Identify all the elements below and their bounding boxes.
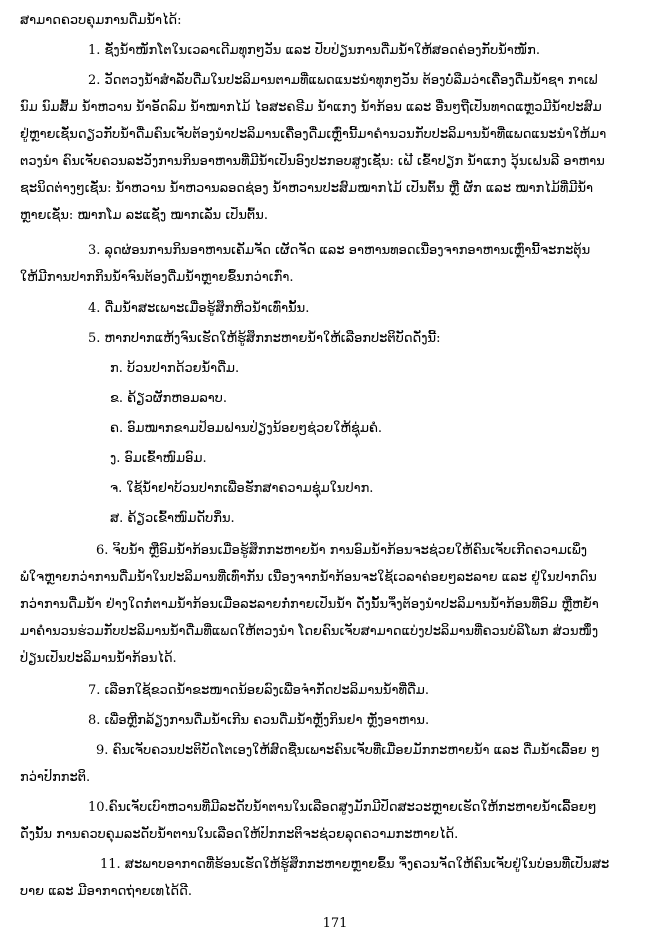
text-line: ຕວງນຳ ຄົນເຈັບຄວນລະວັງການກິນອາຫານທີ່ມີນ້ຳເປັນອົງປະກອບສູງເຊັ່ນ: ເຝີ ເຂົ້າປຽກ ນ້ຳແກງ ວຸ້ນເຝນລີ ອາຫານ (20, 154, 605, 169)
list-item-8: 8. ເພື່ອຫຼີກລ້ຽງການດື່ມນ້ຳເກີນ ຄວນດື່ມນ້ຳຫຼັງກິນຢາ ຫຼັງອາຫານ. (88, 713, 430, 728)
text-line: ດັ່ງນັ້ນ ການຄວບຄຸມລະດັບນ້ຳຕານໃນເລືອດໃຫ້ປົກກະຕິຈະຊ່ວຍລຸດຄວາມກະຫາຍໄດ້. (20, 827, 459, 842)
text-line: ຊະນິດຕ່າງໆເຊັ່ນ: ນ້ຳຫວານ ນ້ຳຫວານລອດຊ່ອງ ນ້ຳຫວານປະສົມໝາກໄມ້ ເປັນຕົ້ນ ຫຼື ຜັກ ແລະ ໝາກໄມ້ທີ່ມີນ້ຳ (20, 181, 594, 196)
list-item-3: 3. ລຸດຜ່ອນການກິນອາຫານເຄັມຈັດ ເຜັດຈັດ ແລະ ອາຫານທອດເນື່ອງຈາກອາຫານເຫຼົ່ານີ້ຈະກະຕຸ້ນ (88, 243, 591, 258)
list-item-1: 1. ຊັ່ງນ້ຳໜັກໂຕໃນເວລາເດີມທຸກໆວັນ ແລະ ປັບປ່ຽນການດື່ມນ້ຳໃຫ້ສອດຄ່ອງກັບນ້ຳໜັກ. (88, 43, 540, 58)
text-line: ຢູ່ຫຼາຍເຊັ່ນດຽວກັບນ້ຳດື່ມຄົນເຈັບຕ້ອງນຳປະລິມານເຄື່ອງດື່ມເຫຼົ່ານີ້ມາຄຳນວນກັບປະລິມານນ້ຳທີ່ແພດແນະນຳໃຫ້ມາ (20, 127, 607, 142)
text-line: ສາມາດຄວບຄຸມການດື່ມນ້ຳໄດ້: (20, 13, 182, 28)
list-item-7: 7. ເລືອກໃຊ້ຂວດນ້ຳຂະໜາດນ້ອຍລົງເພື່ອຈຳກັດປະລິມານນ້ຳທີ່ດື່ມ. (88, 683, 429, 698)
sub-item-kha: ຂ. ຄ້ຽວຜັກຫອມລາບ. (110, 391, 228, 406)
text-line: ປ່ຽນເປັນປະລິມານນ້ຳກ້ອນໄດ້. (20, 651, 177, 666)
text-line: ພໍໃຈຫຼາຍກວ່າການດື່ມນ້ຳໃນປະລິມານທີ່ເທົ່າກັນ ເນື່ອງຈາກນ້ຳກ້ອນຈະໃຊ້ເວລາຄ່ອຍໆລະລາຍ ແລະ ຢູ່ໃນປາກດົນ (20, 570, 597, 585)
text-line: ກວ່າປົກກະຕິ. (20, 770, 91, 785)
list-item-6: 6. ຈິບນ້ຳ ຫຼືອົມນ້ຳກ້ອນເມື່ອຮູ້ສຶກກະຫາຍນ້ຳ ການອົມນ້ຳກ້ອນຈະຊ່ວຍໃຫ້ຄົນເຈັບເກີດຄວາມເພິ່ງ (96, 543, 588, 558)
list-item-11: 11. ສະພາບອາກາດທີ່ຮ້ອນເຮັດໃຫ້ຮູ້ສຶກກະຫາຍຫຼາຍຂຶ້ນ ຈຶ່ງຄວນຈັດໃຫ້ຄົນເຈັບຢູ່ໃນບ່ອນທີ່ເປັນສະ (100, 857, 610, 872)
text-line: ໃຫ້ມີການປາກກິນນ້ຳຈົນຕ້ອງດື່ມນ້ຳຫຼາຍຂຶ້ນກວ່າເກົ່າ. (20, 270, 294, 285)
list-item-4: 4. ດື່ມນ້ຳສະເພາະເມື່ອຮູ້ສຶກຫິວນ້ຳເທົ່ານັ້ນ. (88, 301, 310, 316)
page-number: 171 (322, 916, 348, 931)
list-item-2: 2. ວັດຕວງນ້ຳສຳລັບດື່ມໃນປະລິມານຕາມທີ່ແພດແນະນຳທຸກໆວັນ ຕ້ອງບໍ່ລືມວ່າເຄື່ອງດື່ມນ້ຳຊາ ກາເຟ (88, 73, 598, 88)
text-line: ມາຄຳນວນຮ່ວມກັບປະລິມານນ້ຳດື່ມທີ່ແພດໃຫ້ຕວງນຳ ໂດຍຄົນເຈັບສາມາດແບ່ງປະລິມານທີ່ຄວນບໍລິໂພກ ສ່ວນໜຶ່ງ (20, 624, 599, 639)
text-line: ຫຼາຍເຊັ່ນ: ໝາກໂມ ລະແຊັ່ງ ໝາກເລັ່ນ ເປັນຕົ້ນ. (20, 208, 268, 223)
sub-item-kho: ຄ. ອົມໝາກຂາມປ້ອມຝານປ່ຽງນ້ອຍໆຊ່ວຍໃຫ້ຊຸ່ມຄໍ. (110, 421, 383, 436)
text-line: ບາຍ ແລະ ມີອາກາດຖ່າຍເທໄດ້ດີ. (20, 884, 192, 899)
sub-item-ka: ກ. ບ້ວນປາກດ້ວຍນ້ຳດື່ມ. (110, 361, 240, 376)
list-item-5: 5. ຫາກປາກແຫ້ງຈົນເຮັດໃຫ້ຮູ້ສຶກກະຫາຍນ້ຳໃຫ້ເລືອກປະຕິບັດດັ່ງນີ້: (88, 331, 441, 346)
text-line: ນົມ ນົມສົ້ມ ນ້ຳຫວານ ນ້ຳອັດລົມ ນ້ຳໝາກໄມ້ ໄອສະຄຣີມ ນ້ຳແກງ ນ້ຳກ້ອນ ແລະ ອື່ນໆຖືເປັນທາດແຫຼວມີນ້ຳປະສົມ (20, 100, 602, 115)
text-line: ກວ່າການດື່ມນ້ຳ ຢ່າງໃດກໍ່ຕາມນ້ຳກ້ອນເມື່ອລະລາຍກໍ່ກາຍເປັນນ້ຳ ດັ່ງນັ້ນຈຶ່ງຕ້ອງນຳປະລິມານນ້ຳກ້ອນທີ່ອົມ ຫຼືຫຍໍ້າ (20, 597, 599, 612)
list-item-10: 10.ຄົນເຈັບເບົາຫວານທີ່ມີລະດັບນ້ຳຕານໃນເລືອດສູງມັກມີປັດສະວະຫຼາຍເຮັດໃຫ້ກະຫາຍນ້ຳເລື້ອຍໆ (88, 800, 597, 815)
sub-item-ngo: ງ. ອົມເຂົ້າໜົມອົມ. (110, 451, 207, 466)
sub-item-jo: ຈ. ໃຊ້ນ້ຳຢາບ້ວນປາກເພື່ອຮັກສາຄວາມຊຸ່ມໃນປາກ. (110, 481, 374, 496)
sub-item-so: ສ. ຄ້ຽວເຂົ້າໜົມດັບກິ່ນ. (110, 511, 235, 526)
list-item-9: 9. ຄົນເຈັບຄວນປະຕິບັດໂຕເອງໃຫ້ສົດຊື່ນເພາະຄົນເຈັບທີ່ເມື່ອຍມັກກະຫາຍນ້ຳ ແລະ ດື່ມນ້ຳເລື້ອຍ ໆ (96, 743, 600, 758)
